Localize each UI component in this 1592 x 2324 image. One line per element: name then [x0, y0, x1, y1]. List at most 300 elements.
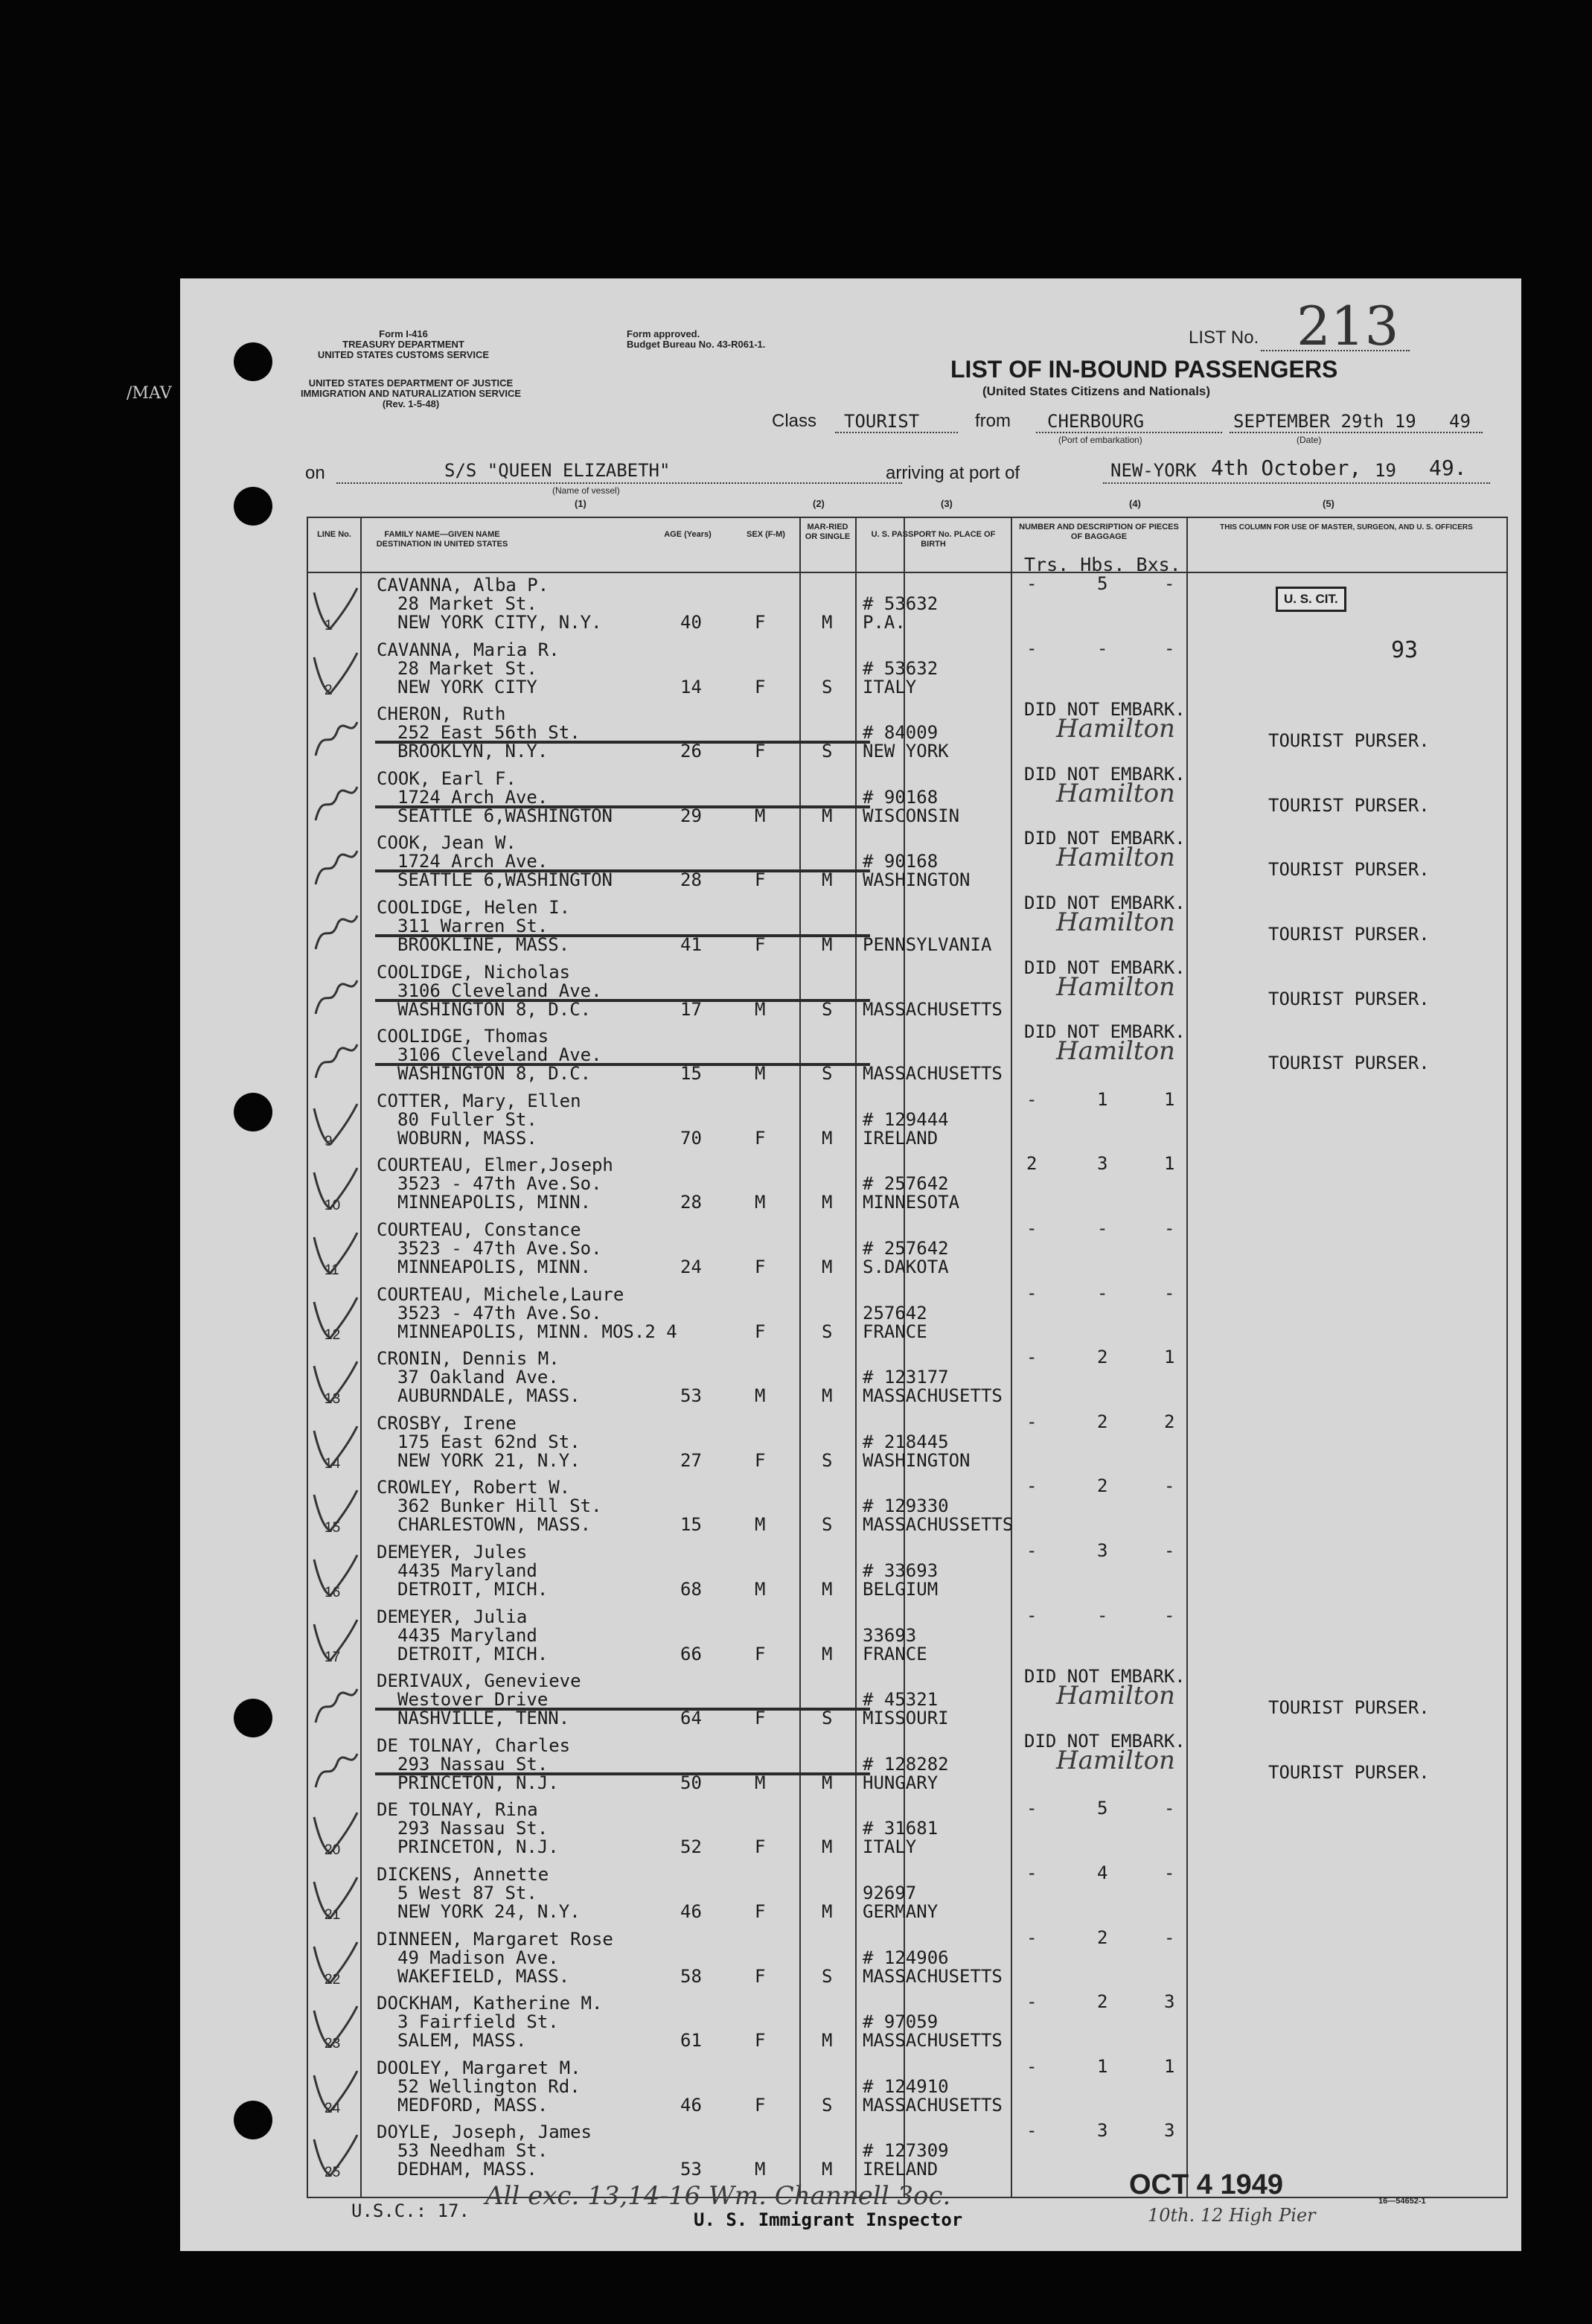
col-num-3: (3)	[941, 498, 953, 509]
baggage-boxes: -	[1164, 1218, 1175, 1239]
passenger-sex: M	[755, 1579, 766, 1600]
check-mark-icon	[308, 1484, 360, 1536]
passenger-age: 17	[680, 998, 702, 1020]
line-number: 11	[325, 1262, 339, 1278]
list-no-value: 213	[1297, 295, 1399, 357]
passenger-sex: F	[755, 2094, 766, 2116]
passport-number: # 31681	[863, 1818, 939, 1839]
passenger-table	[307, 517, 1508, 2198]
tourist-purser: TOURIST PURSER.	[1268, 924, 1430, 945]
passport-number: # 124910	[863, 2075, 949, 2097]
line-number: 2	[325, 682, 333, 698]
passenger-age: 52	[680, 1836, 702, 1858]
place-of-birth: S.DAKOTA	[863, 1257, 949, 1277]
baggage-trunks: -	[1026, 1926, 1038, 1948]
passenger-address: 4435 Maryland	[397, 1624, 537, 1646]
from-rule	[1036, 432, 1222, 433]
baggage-boxes: 2	[1164, 1411, 1175, 1432]
passenger-address: 52 Wellington Rd.	[397, 2075, 581, 2097]
passenger-sex: F	[755, 1127, 766, 1149]
baggage-boxes: -	[1164, 1862, 1175, 1883]
check-mark-icon	[308, 776, 360, 828]
header-passport: U. S. PASSPORT No. PLACE OF BIRTH	[871, 530, 996, 549]
baggage-trunks: -	[1026, 2120, 1038, 2142]
form-approved: Form approved.	[627, 328, 700, 339]
passenger-sex: F	[755, 1965, 766, 1987]
purser-signature: Hamilton	[1056, 1681, 1175, 1711]
baggage-boxes: 3	[1164, 1991, 1175, 2013]
table-row	[308, 1219, 1506, 1283]
passenger-city: PRINCETON, N.J.	[397, 1836, 559, 1858]
passenger-city: NEW YORK CITY, N.Y.	[397, 612, 602, 633]
passenger-sex: F	[755, 1901, 766, 1922]
table-row-not-embarked	[308, 763, 1506, 832]
check-mark-icon	[308, 2065, 360, 2117]
check-mark-icon	[308, 1678, 360, 1730]
tourist-purser: TOURIST PURSER.	[1268, 1053, 1430, 1074]
purser-signature: Hamilton	[1056, 1036, 1175, 1067]
budget-bureau: Budget Bureau No. 43-R061-1.	[627, 339, 766, 350]
line-number: 9	[325, 1133, 333, 1149]
date-stamp: OCT 4 1949	[1129, 2169, 1283, 2200]
customs-service: UNITED STATES CUSTOMS SERVICE	[317, 349, 490, 360]
passenger-sex: F	[755, 741, 766, 762]
table-row	[308, 1993, 1506, 2057]
passenger-address: 175 East 62nd St.	[397, 1431, 581, 1452]
marital-status: M	[822, 1127, 833, 1149]
passenger-city: WAKEFIELD, MASS.	[397, 1965, 570, 1987]
passenger-name: CROSBY, Irene	[377, 1412, 517, 1434]
passenger-city: SEATTLE 6,WASHINGTON	[397, 805, 613, 826]
purser-signature: Hamilton	[1056, 971, 1175, 1002]
inspector-label: U. S. Immigrant Inspector	[694, 2209, 963, 2230]
line-number: 25	[325, 2165, 341, 2181]
passport-number: # 127309	[863, 2140, 949, 2162]
place-of-birth: MASSACHUSETTS	[863, 2030, 1003, 2052]
passenger-address: 1724 Arch Ave.	[397, 851, 549, 872]
passenger-sex: F	[755, 1708, 766, 1729]
passenger-city: AUBURNDALE, MASS.	[397, 1385, 581, 1407]
baggage-trunks: -	[1026, 1088, 1038, 1110]
marital-status: M	[822, 1579, 833, 1600]
arriving-label: arriving at port of	[886, 463, 1020, 483]
baggage-handbags: 3	[1097, 2120, 1108, 2142]
passenger-name: COTTER, Mary, Ellen	[377, 1090, 581, 1111]
baggage-boxes: 1	[1164, 1088, 1175, 1110]
passport-number: # 218445	[863, 1431, 949, 1452]
marital-status: S	[822, 1514, 833, 1536]
form-header-left	[299, 329, 508, 360]
header-sex: SEX (F-M)	[747, 530, 785, 539]
marital-status: M	[822, 1772, 833, 1793]
passenger-sex: F	[755, 1321, 766, 1342]
strike-line	[375, 741, 870, 744]
check-mark-icon	[308, 2000, 360, 2052]
baggage-handbags: 5	[1097, 573, 1108, 594]
passenger-city: WASHINGTON 8, D.C.	[397, 998, 592, 1020]
purser-signature: Hamilton	[1056, 843, 1175, 873]
baggage-boxes: -	[1164, 637, 1175, 659]
marital-status: S	[822, 676, 833, 697]
passenger-address: Westover Drive	[397, 1689, 549, 1711]
marital-status: S	[822, 998, 833, 1020]
check-mark-icon	[308, 1356, 360, 1408]
table-row	[308, 1155, 1506, 1219]
passenger-sex: F	[755, 1449, 766, 1471]
passport-number: # 257642	[863, 1238, 949, 1259]
passenger-name: CRONIN, Dennis M.	[377, 1348, 560, 1370]
passenger-name: DOOLEY, Margaret M.	[377, 2057, 581, 2078]
passenger-name: DE TOLNAY, Rina	[377, 1799, 538, 1821]
passenger-address: 3106 Cleveland Ave.	[397, 1044, 602, 1066]
punch-hole	[234, 342, 272, 381]
place-of-birth: IRELAND	[863, 2159, 939, 2180]
did-not-embark: DID NOT EMBARK.	[1024, 763, 1186, 785]
header-officers: THIS COLUMN FOR USE OF MASTER, SURGEON, AND U. S. OFFICERS	[1220, 523, 1473, 531]
table-row	[308, 575, 1506, 639]
punch-hole	[234, 487, 272, 526]
baggage-trunks: -	[1026, 637, 1038, 659]
col-num-1: (1)	[575, 498, 586, 509]
passenger-city: BROOKLINE, MASS.	[397, 934, 570, 955]
check-mark-icon	[308, 647, 360, 699]
passenger-name: COURTEAU, Elmer,Joseph	[377, 1155, 613, 1176]
check-mark-icon	[308, 1162, 360, 1214]
baggage-trunks: -	[1026, 1991, 1038, 2013]
tourist-purser: TOURIST PURSER.	[1268, 1761, 1430, 1783]
passenger-address: 3106 Cleveland Ave.	[397, 980, 602, 1001]
arrival-year: 49.	[1429, 456, 1467, 480]
baggage-trunks: 2	[1026, 1153, 1038, 1175]
baggage-handbags: 5	[1097, 1798, 1108, 1819]
header-rule	[308, 572, 1506, 573]
baggage-subheader: Trs. Hbs. Bxs.	[1024, 554, 1181, 575]
baggage-handbags: 2	[1097, 1991, 1108, 2013]
purser-signature: Hamilton	[1056, 714, 1175, 744]
passenger-age: 46	[680, 2094, 702, 2116]
passport-number: # 33693	[863, 1560, 939, 1581]
passport-number: # 129444	[863, 1108, 949, 1130]
baggage-handbags: 4	[1097, 1862, 1108, 1883]
justice-block	[299, 378, 522, 409]
place-of-birth: FRANCE	[863, 1321, 927, 1342]
place-of-birth: MISSOURI	[863, 1708, 949, 1729]
place-of-birth: P.A.	[863, 612, 906, 633]
departure-date: SEPTEMBER 29th 19	[1233, 411, 1416, 432]
table-row	[308, 1284, 1506, 1348]
passenger-sex: F	[755, 676, 766, 697]
passenger-age: 14	[680, 676, 702, 697]
passenger-age: 15	[680, 1063, 702, 1085]
table-row	[308, 1542, 1506, 1606]
passenger-age: 66	[680, 1643, 702, 1664]
passport-number: # 257642	[863, 1173, 949, 1195]
passenger-name: DEMEYER, Julia	[377, 1606, 528, 1627]
line-number: 14	[325, 1455, 341, 1472]
marital-status: S	[822, 741, 833, 762]
place-of-birth: GERMANY	[863, 1901, 939, 1922]
baggage-trunks: -	[1026, 1218, 1038, 1239]
class-value: TOURIST	[844, 411, 920, 432]
passport-number: # 84009	[863, 722, 939, 744]
baggage-trunks: -	[1026, 1604, 1038, 1626]
baggage-handbags: -	[1097, 637, 1108, 659]
place-of-birth: BELGIUM	[863, 1579, 939, 1600]
passenger-sex: F	[755, 1257, 766, 1277]
marital-status: S	[822, 1063, 833, 1085]
passenger-address: 3523 - 47th Ave.So.	[397, 1238, 602, 1259]
baggage-trunks: -	[1026, 1862, 1038, 1883]
passenger-name: COOLIDGE, Helen I.	[377, 897, 571, 918]
baggage-handbags: 1	[1097, 1088, 1108, 1110]
strike-line	[375, 1772, 870, 1775]
strike-line	[375, 999, 870, 1002]
tourist-purser: TOURIST PURSER.	[1268, 1697, 1430, 1719]
footer-note: 10th. 12 High Pier	[1148, 2205, 1316, 2226]
passport-number: 92697	[863, 1883, 917, 1903]
baggage-trunks: -	[1026, 1347, 1038, 1368]
table-row	[308, 1413, 1506, 1477]
table-row	[308, 1926, 1506, 1993]
inspector-signature: All exc. 13,14-16 Wm. Channell 3oc.	[485, 2181, 951, 2211]
baggage-trunks: -	[1026, 1411, 1038, 1432]
passenger-age: 28	[680, 1192, 702, 1213]
passenger-address: 5 West 87 St.	[397, 1883, 537, 1903]
punch-hole	[234, 2101, 272, 2139]
passenger-age: 41	[680, 934, 702, 955]
passport-number: 257642	[863, 1302, 927, 1324]
passport-number: # 128282	[863, 1753, 949, 1775]
passenger-sex: M	[755, 1192, 766, 1213]
passenger-sex: M	[755, 1385, 766, 1407]
form-code: 16—54652-1	[1378, 2197, 1426, 2206]
passport-number: # 97059	[863, 2011, 939, 2033]
check-mark-icon	[308, 1420, 360, 1472]
place-of-birth: MASSACHUSETTS	[863, 2094, 1003, 2116]
passenger-city: NASHVILLE, TENN.	[397, 1708, 570, 1729]
baggage-boxes: -	[1164, 573, 1175, 594]
passenger-city: NEW YORK CITY	[397, 676, 537, 697]
table-row	[308, 1348, 1506, 1412]
col-num-2: (2)	[813, 498, 825, 509]
marital-status: S	[822, 2094, 833, 2116]
place-of-birth: ITALY	[863, 1836, 917, 1858]
stamp-note: 93	[1391, 637, 1419, 663]
table-row	[308, 1799, 1506, 1863]
baggage-boxes: -	[1164, 1475, 1175, 1497]
marital-status: S	[822, 1449, 833, 1471]
date-rule	[1230, 432, 1483, 433]
did-not-embark: DID NOT EMBARK.	[1024, 1666, 1186, 1688]
table-row	[308, 639, 1506, 703]
header-line-no: LINE No.	[317, 530, 351, 539]
header-baggage: NUMBER AND DESCRIPTION OF PIECES OF BAGGAGE	[1019, 523, 1179, 541]
passenger-sex: F	[755, 1643, 766, 1664]
baggage-boxes: -	[1164, 1540, 1175, 1561]
passenger-address: 362 Bunker Hill St.	[397, 1495, 602, 1517]
check-mark-icon	[308, 1098, 360, 1150]
passenger-age: 40	[680, 612, 702, 633]
passenger-address: 53 Needham St.	[397, 2140, 549, 2162]
passenger-sex: M	[755, 998, 766, 1020]
table-row-not-embarked	[308, 1666, 1506, 1734]
table-row	[308, 1864, 1506, 1928]
passenger-name: DE TOLNAY, Charles	[377, 1734, 571, 1756]
passenger-address: 293 Nassau St.	[397, 1818, 549, 1839]
passenger-age: 53	[680, 1385, 702, 1407]
strike-line	[375, 805, 870, 808]
place-of-birth: MASSACHUSETTS	[863, 1385, 1003, 1407]
passenger-city: MEDFORD, MASS.	[397, 2094, 549, 2116]
baggage-boxes: 1	[1164, 2055, 1175, 2077]
form-approval	[627, 329, 820, 350]
place-of-birth: PENNSYLVANIA	[863, 934, 992, 955]
passenger-city: DETROIT, MICH.	[397, 1579, 549, 1600]
page-subtitle: (United States Citizens and Nationals)	[982, 384, 1211, 398]
passenger-name: COOK, Earl F.	[377, 767, 517, 789]
check-mark-icon	[308, 711, 360, 763]
header-name: FAMILY NAME—GIVEN NAME DESTINATION IN UNITED STATES	[376, 530, 508, 549]
revision: (Rev. 1-5-48)	[382, 398, 440, 409]
did-not-embark: DID NOT EMBARK.	[1024, 893, 1186, 913]
line-number: 21	[325, 1907, 341, 1923]
did-not-embark: DID NOT EMBARK.	[1024, 957, 1186, 978]
tourist-purser: TOURIST PURSER.	[1268, 730, 1430, 752]
from-value: CHERBOURG	[1047, 411, 1145, 432]
passenger-name: CAVANNA, Maria R.	[377, 639, 560, 660]
place-of-birth: WASHINGTON	[863, 1449, 971, 1471]
passenger-age: 15	[680, 1514, 702, 1536]
line-number: 16	[325, 1585, 341, 1600]
passenger-name: CAVANNA, Alba P.	[377, 575, 549, 596]
passenger-age: 28	[680, 869, 702, 891]
line-number: 22	[325, 1971, 341, 1988]
passenger-sex: M	[755, 805, 766, 826]
port-embark-note: (Port of embarkation)	[1058, 435, 1142, 445]
passenger-address: 293 Nassau St.	[397, 1753, 549, 1775]
passenger-name: COURTEAU, Constance	[377, 1219, 581, 1240]
passenger-sex: F	[755, 869, 766, 891]
passenger-sex: M	[755, 1063, 766, 1085]
justice-dept: UNITED STATES DEPARTMENT OF JUSTICE	[308, 377, 514, 389]
marital-status: M	[822, 934, 833, 955]
passenger-sex: M	[755, 2159, 766, 2180]
passenger-city: NEW YORK 21, N.Y.	[397, 1449, 581, 1471]
passenger-age: 58	[680, 1965, 702, 1987]
baggage-boxes: -	[1164, 1282, 1175, 1303]
line-number: 20	[325, 1842, 341, 1859]
marital-status: M	[822, 2030, 833, 2052]
passenger-name: CROWLEY, Robert W.	[377, 1477, 571, 1498]
line-number: 23	[325, 2036, 341, 2052]
line-number: 24	[325, 2100, 341, 2116]
us-citizen-stamp: U. S. CIT.	[1276, 587, 1346, 612]
place-of-birth: MASSACHUSSETTS	[863, 1514, 1014, 1536]
check-mark-icon	[308, 1227, 360, 1279]
baggage-trunks: -	[1026, 2055, 1038, 2077]
passenger-address: 49 Madison Ave.	[397, 1947, 559, 1968]
passenger-address: 28 Market St.	[397, 657, 537, 679]
passport-number: # 53632	[863, 593, 939, 614]
check-mark-icon	[308, 1936, 360, 1988]
marital-status: S	[822, 1965, 833, 1987]
passenger-address: 80 Fuller St.	[397, 1108, 537, 1130]
passenger-age: 70	[680, 1127, 702, 1149]
did-not-embark: DID NOT EMBARK.	[1024, 699, 1186, 721]
manifest-page	[127, 278, 1521, 2251]
passport-number: # 129330	[863, 1495, 949, 1517]
from-label: from	[975, 411, 1011, 431]
purser-signature: Hamilton	[1056, 1745, 1175, 1775]
passenger-city: WASHINGTON 8, D.C.	[397, 1063, 592, 1085]
strike-line	[375, 934, 870, 937]
check-mark-icon	[308, 969, 360, 1021]
passport-number: # 90168	[863, 851, 939, 872]
baggage-boxes: -	[1164, 1798, 1175, 1819]
place-of-birth: WASHINGTON	[863, 869, 971, 891]
baggage-trunks: -	[1026, 1798, 1038, 1819]
passenger-name: DICKENS, Annette	[377, 1864, 549, 1885]
marital-status: S	[822, 1321, 833, 1342]
place-of-birth: MASSACHUSETTS	[863, 1063, 1003, 1085]
place-of-birth: NEW YORK	[863, 741, 949, 762]
table-row	[308, 2122, 1506, 2186]
baggage-handbags: -	[1097, 1218, 1108, 1239]
passenger-age: 61	[680, 2030, 702, 2052]
arrival-port: NEW-YORK	[1110, 460, 1197, 481]
col-num-5: (5)	[1323, 498, 1334, 509]
list-no-label: LIST No.	[1189, 328, 1259, 348]
check-mark-icon	[308, 1743, 360, 1795]
line-number: 17	[325, 1649, 341, 1665]
arrival-date: 4th October,	[1211, 456, 1362, 480]
strike-line	[375, 869, 870, 872]
passenger-city: SEATTLE 6,WASHINGTON	[397, 869, 613, 891]
class-rule	[835, 432, 958, 433]
vessel-name: S/S "QUEEN ELIZABETH"	[444, 460, 671, 481]
strike-line	[375, 1708, 870, 1711]
line-number: 13	[325, 1391, 341, 1408]
table-row	[308, 1477, 1506, 1541]
baggage-handbags: -	[1097, 1604, 1108, 1626]
passenger-address: 3 Fairfield St.	[397, 2011, 559, 2033]
strike-line	[375, 1063, 870, 1066]
treasury-dept: TREASURY DEPARTMENT	[342, 339, 464, 350]
table-row-not-embarked	[308, 1730, 1506, 1799]
baggage-trunks: -	[1026, 1282, 1038, 1303]
did-not-embark: DID NOT EMBARK.	[1024, 1021, 1186, 1043]
passenger-city: PRINCETON, N.J.	[397, 1772, 559, 1793]
class-label: Class	[772, 411, 817, 431]
place-of-birth: WISCONSIN	[863, 805, 960, 826]
check-mark-icon	[308, 2129, 360, 2181]
passenger-name: DOYLE, Joseph, James	[377, 2122, 592, 2143]
punch-hole	[234, 1093, 272, 1131]
passenger-city: WOBURN, MASS.	[397, 1127, 537, 1149]
passenger-sex: F	[755, 2030, 766, 2052]
passenger-address: 37 Oakland Ave.	[397, 1367, 559, 1388]
date-note: (Date)	[1297, 435, 1322, 445]
arrival-rule	[1103, 482, 1490, 484]
departure-year: 49	[1449, 411, 1471, 432]
table-row	[308, 1606, 1506, 1670]
passenger-name: CHERON, Ruth	[377, 703, 506, 725]
baggage-trunks: -	[1026, 1540, 1038, 1561]
passenger-name: DINNEEN, Margaret Rose	[377, 1928, 613, 1950]
passenger-age: 68	[680, 1579, 702, 1600]
marital-status: S	[822, 1708, 833, 1729]
passport-number: # 123177	[863, 1367, 949, 1388]
